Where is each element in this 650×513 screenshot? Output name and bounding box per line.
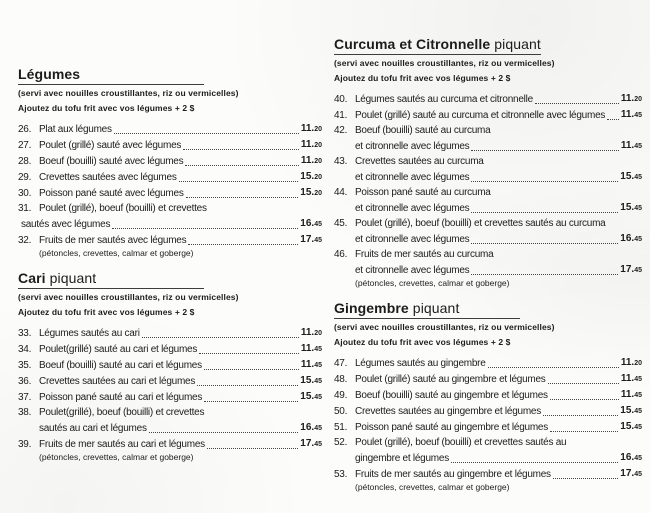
- item-text: Poulet (grillé), boeuf (bouilli) et crevettes sautés au: [355, 437, 567, 448]
- price-cents: 20: [314, 142, 322, 149]
- section-served-note: (servi avec nouilles croustillantes, riz ou vermicelles): [18, 88, 239, 98]
- menu-item: [18, 169, 322, 185]
- price-cents: 45: [314, 237, 322, 244]
- price-dollars: 15.: [620, 171, 635, 182]
- menu-section: [18, 66, 322, 258]
- price-cents: 20: [314, 190, 322, 197]
- dotted-leader: [471, 274, 618, 275]
- menu-item: [18, 357, 322, 373]
- item-number: 34.: [18, 344, 32, 355]
- price-dollars: 11.: [620, 389, 635, 400]
- dotted-leader: [543, 415, 618, 416]
- price-cents: 20: [314, 330, 322, 337]
- item-number: 44.: [334, 187, 348, 198]
- item-price: [300, 389, 322, 405]
- menu-item: [18, 325, 322, 341]
- item-price: [621, 107, 642, 123]
- price-cents: 45: [634, 236, 642, 243]
- dotted-leader: [550, 431, 618, 432]
- item-number: 52.: [334, 437, 348, 448]
- item-number: 43.: [334, 156, 348, 167]
- item-number: 27.: [18, 140, 32, 151]
- dotted-leader: [471, 181, 618, 182]
- item-number: 38.: [18, 407, 32, 418]
- price-cents: 20: [314, 174, 322, 181]
- item-price: [621, 387, 642, 403]
- menu-item-row: [18, 341, 322, 357]
- menu-item-row: [334, 387, 642, 403]
- item-text: Poulet(grillé) sauté au cari et légumes: [39, 344, 198, 355]
- item-price: [620, 231, 642, 247]
- menu-item-row: [334, 231, 642, 247]
- dotted-leader: [185, 165, 298, 166]
- menu-item: [334, 355, 642, 371]
- item-price: [621, 355, 642, 371]
- dotted-leader: [471, 243, 618, 244]
- dotted-leader: [451, 462, 618, 463]
- item-price: [620, 200, 642, 216]
- menu-item-row: [334, 216, 642, 231]
- dotted-leader: [553, 478, 619, 479]
- price-dollars: 11.: [300, 343, 315, 354]
- menu-item-row: [18, 121, 322, 137]
- menu-item: [18, 201, 322, 232]
- price-cents: 45: [314, 346, 322, 353]
- dotted-leader: [607, 119, 619, 120]
- item-price: [300, 373, 322, 389]
- item-text: Boeuf (bouilli) sauté au curcuma: [355, 125, 491, 136]
- price-dollars: 11.: [620, 109, 635, 120]
- menu-item-row: [18, 232, 322, 248]
- dotted-leader: [550, 399, 619, 400]
- item-number: 46.: [334, 249, 348, 260]
- dotted-leader: [183, 149, 299, 150]
- price-dollars: 11.: [300, 155, 315, 166]
- item-text: Poisson pané sauté au curcuma: [355, 187, 491, 198]
- item-text: et citronnelle avec légumes: [355, 265, 470, 276]
- section-title-suffix: piquant: [45, 270, 97, 286]
- item-text: Crevettes sautées au curcuma: [355, 156, 484, 167]
- menu-item-row: [334, 154, 642, 169]
- item-number: 31.: [18, 203, 32, 214]
- section-served-note: (servi avec nouilles croustillantes, riz ou vermicelles): [334, 322, 555, 332]
- item-text: Boeuf (bouilli) sauté au gingembre et légumes: [355, 390, 548, 401]
- menu-item: [334, 419, 642, 435]
- item-number: 29.: [18, 172, 32, 183]
- menu-item-row: [334, 371, 642, 387]
- menu-item-row: [18, 153, 322, 169]
- item-text: Crevettes sautées au gingembre et légumes: [355, 406, 541, 417]
- menu-item: [18, 405, 322, 436]
- item-text: et citronnelle avec légumes: [355, 203, 470, 214]
- menu-item: [334, 247, 642, 288]
- dotted-leader: [179, 181, 299, 182]
- menu-item: [334, 107, 642, 123]
- menu-item-row: [334, 466, 642, 482]
- item-price: [301, 357, 322, 373]
- menu-item-row: [18, 216, 322, 232]
- item-price: [301, 341, 322, 357]
- section-title-main: Curcuma et Citronnelle: [334, 36, 491, 52]
- menu-item: [18, 137, 322, 153]
- item-text: Poulet (grillé) sauté au gingembre et légumes: [355, 374, 546, 385]
- item-number: 53.: [334, 469, 348, 480]
- dotted-leader: [535, 103, 619, 104]
- item-price: [301, 121, 322, 137]
- price-dollars: 15.: [300, 171, 315, 182]
- menu-item: [334, 91, 642, 107]
- section-items: [334, 355, 642, 492]
- section-items: [18, 121, 322, 258]
- price-dollars: 16.: [620, 452, 635, 463]
- price-dollars: 11.: [300, 123, 315, 134]
- section-title-suffix: piquant: [408, 300, 460, 316]
- item-price: [621, 91, 642, 107]
- item-number: 40.: [334, 94, 348, 105]
- section-title-main: Gingembre: [334, 300, 409, 316]
- item-text: et citronnelle avec légumes: [355, 172, 470, 183]
- menu-column-right: [334, 36, 642, 495]
- section-items: [18, 325, 322, 462]
- menu-item-row: [18, 436, 322, 452]
- menu-item-row: [334, 355, 642, 371]
- price-dollars: 11.: [300, 327, 315, 338]
- price-cents: 20: [314, 158, 322, 165]
- item-text: Poulet(grillé), boeuf (bouilli) et crevettes: [39, 407, 205, 418]
- menu-item-row: [18, 373, 322, 389]
- menu-item: [18, 232, 322, 258]
- dotted-leader: [188, 244, 298, 245]
- dotted-leader: [112, 228, 298, 229]
- menu-item-row: [334, 91, 642, 107]
- section-title: [18, 270, 204, 289]
- price-dollars: 17.: [620, 264, 635, 275]
- menu-item-row: [334, 247, 642, 262]
- menu-section: [334, 36, 642, 288]
- item-text: Plat aux légumes: [39, 124, 112, 135]
- item-text: Boeuf (bouilli) sauté avec légumes: [39, 156, 184, 167]
- item-text: sautés avec légumes: [21, 219, 111, 230]
- item-text: Poulet (grillé), boeuf (bouilli) et crevettes: [39, 203, 207, 214]
- price-dollars: 16.: [300, 422, 315, 433]
- menu-section: [18, 270, 322, 462]
- price-cents: 45: [634, 455, 642, 462]
- price-dollars: 11.: [620, 140, 635, 151]
- item-note: (pétoncles, crevettes, calmar et goberge): [39, 452, 194, 462]
- section-tofu-note: Ajoutez du tofu frit avec vos légumes + 2 $: [18, 103, 195, 113]
- price-dollars: 11.: [300, 139, 315, 150]
- price-cents: 45: [314, 394, 322, 401]
- item-price: [300, 169, 322, 185]
- dotted-leader: [197, 385, 298, 386]
- item-price: [620, 450, 642, 466]
- item-number: 50.: [334, 406, 348, 417]
- dotted-leader: [199, 353, 299, 354]
- item-number: 41.: [334, 110, 348, 121]
- menu-item-row: [334, 123, 642, 138]
- item-text: Légumes sautés au cari: [39, 328, 140, 339]
- price-dollars: 15.: [620, 202, 635, 213]
- price-dollars: 15.: [300, 375, 315, 386]
- price-cents: 45: [634, 112, 642, 119]
- menu-item: [18, 153, 322, 169]
- item-number: 33.: [18, 328, 32, 339]
- item-number: 37.: [18, 392, 32, 403]
- item-text: Fruits de mer sautés avec légumes: [39, 235, 187, 246]
- menu-item: [334, 154, 642, 185]
- item-text: Légumes sautés au curcuma et citronnelle: [355, 94, 533, 105]
- item-note: (pétoncles, crevettes, calmar et goberge): [39, 248, 194, 258]
- menu-item: [18, 185, 322, 201]
- dotted-leader: [471, 212, 618, 213]
- price-cents: 45: [634, 471, 642, 478]
- menu-item: [334, 387, 642, 403]
- section-title: [334, 36, 541, 55]
- menu-item: [18, 121, 322, 137]
- section-tofu-note: Ajoutez du tofu frit avec vos légumes + 2 $: [334, 337, 511, 347]
- item-price: [621, 371, 642, 387]
- menu-item: [18, 389, 322, 405]
- price-cents: 45: [634, 392, 642, 399]
- item-number: 26.: [18, 124, 32, 135]
- price-cents: 45: [314, 425, 322, 432]
- item-text: Poulet (grillé) sauté avec légumes: [39, 140, 182, 151]
- item-number: 30.: [18, 188, 32, 199]
- menu-item: [334, 123, 642, 154]
- price-cents: 20: [634, 360, 642, 367]
- item-price: [620, 262, 642, 278]
- item-note: (pétoncles, crevettes, calmar et goberge): [355, 278, 510, 288]
- dotted-leader: [204, 401, 298, 402]
- price-dollars: 17.: [620, 468, 635, 479]
- section-served-note: (servi avec nouilles croustillantes, riz ou vermicelles): [334, 58, 555, 68]
- item-text: Crevettes sautées avec légumes: [39, 172, 177, 183]
- menu-item-row: [334, 450, 642, 466]
- item-text: Poulet (grillé), boeuf (bouilli) et crevettes sautés au curcuma: [355, 218, 606, 229]
- price-dollars: 15.: [300, 391, 315, 402]
- section-title-main: Cari: [18, 270, 46, 286]
- item-price: [620, 419, 642, 435]
- item-price: [300, 232, 322, 248]
- item-number: 36.: [18, 376, 32, 387]
- item-text: Légumes sautés au gingembre: [355, 358, 486, 369]
- price-cents: 45: [634, 267, 642, 274]
- item-price: [301, 137, 322, 153]
- item-price: [620, 466, 642, 482]
- item-number: 28.: [18, 156, 32, 167]
- price-cents: 45: [314, 362, 322, 369]
- item-text: et citronnelle avec légumes: [355, 234, 470, 245]
- section-tofu-note: Ajoutez du tofu frit avec vos légumes + 2 $: [334, 73, 511, 83]
- menu-item-row: [334, 262, 642, 278]
- price-dollars: 16.: [300, 218, 315, 229]
- item-number: 42.: [334, 125, 348, 136]
- price-cents: 45: [634, 174, 642, 181]
- dotted-leader: [207, 448, 298, 449]
- section-items: [334, 91, 642, 288]
- menu-item: [334, 185, 642, 216]
- menu-item: [334, 435, 642, 466]
- menu-item-row: [18, 389, 322, 405]
- dotted-leader: [149, 432, 299, 433]
- item-text: sautés au cari et légumes: [39, 423, 147, 434]
- item-text: et citronnelle avec légumes: [355, 141, 470, 152]
- dotted-leader: [186, 197, 299, 198]
- item-price: [621, 138, 642, 154]
- menu-section: [334, 300, 642, 492]
- item-text: Crevettes sautées au cari et légumes: [39, 376, 196, 387]
- item-number: 39.: [18, 439, 32, 450]
- menu-item-row: [18, 420, 322, 436]
- price-cents: 45: [314, 441, 322, 448]
- menu-item-row: [18, 357, 322, 373]
- item-text: Poisson pané sauté au cari et légumes: [39, 392, 203, 403]
- item-text: Fruits de mer sautés au cari et légumes: [39, 439, 205, 450]
- menu-item-row: [334, 185, 642, 200]
- price-dollars: 15.: [620, 405, 635, 416]
- item-number: 45.: [334, 218, 348, 229]
- menu-item-row: [18, 325, 322, 341]
- price-cents: 45: [314, 378, 322, 385]
- price-cents: 45: [634, 205, 642, 212]
- section-title: [334, 300, 520, 319]
- section-served-note: (servi avec nouilles croustillantes, riz ou vermicelles): [18, 292, 239, 302]
- menu-item-row: [18, 169, 322, 185]
- menu-item-row: [334, 107, 642, 123]
- price-cents: 45: [634, 143, 642, 150]
- dotted-leader: [204, 369, 299, 370]
- menu-item: [18, 341, 322, 357]
- item-price: [620, 169, 642, 185]
- section-tofu-note: Ajoutez du tofu frit avec vos légumes + 2 $: [18, 307, 195, 317]
- price-dollars: 11.: [620, 357, 635, 368]
- menu-item: [334, 466, 642, 492]
- price-dollars: 11.: [620, 373, 635, 384]
- dotted-leader: [488, 367, 619, 368]
- item-price: [300, 436, 322, 452]
- item-text: Poulet (grillé) sauté au curcuma et citronnelle avec légumes: [355, 110, 606, 121]
- menu-item-row: [334, 435, 642, 450]
- item-price: [620, 403, 642, 419]
- price-dollars: 11.: [300, 359, 315, 370]
- menu-item: [334, 403, 642, 419]
- section-title: [18, 66, 204, 85]
- section-title-suffix: piquant: [490, 36, 541, 52]
- menu-column-left: [18, 66, 322, 465]
- item-number: 35.: [18, 360, 32, 371]
- item-text: Fruits de mer sautés au gingembre et légumes: [355, 469, 551, 480]
- menu-item-row: [334, 419, 642, 435]
- menu-item-row: [18, 185, 322, 201]
- menu-item: [334, 371, 642, 387]
- menu-item-row: [18, 405, 322, 420]
- price-cents: 20: [314, 126, 322, 133]
- item-note: (pétoncles, crevettes, calmar et goberge): [355, 482, 510, 492]
- menu-item: [18, 373, 322, 389]
- menu-item-row: [334, 138, 642, 154]
- price-cents: 20: [634, 96, 642, 103]
- dotted-leader: [548, 383, 619, 384]
- price-dollars: 15.: [620, 421, 635, 432]
- item-number: 48.: [334, 374, 348, 385]
- menu-item: [334, 216, 642, 247]
- menu-item-row: [18, 201, 322, 216]
- price-cents: 45: [634, 424, 642, 431]
- item-price: [301, 325, 322, 341]
- item-number: 32.: [18, 235, 32, 246]
- item-text: gingembre et légumes: [355, 453, 449, 464]
- item-text: Boeuf (bouilli) sauté au cari et légumes: [39, 360, 202, 371]
- item-price: [300, 420, 322, 436]
- section-title-main: Légumes: [18, 66, 81, 82]
- price-dollars: 11.: [620, 93, 635, 104]
- dotted-leader: [471, 150, 618, 151]
- price-cents: 45: [634, 376, 642, 383]
- item-number: 51.: [334, 422, 348, 433]
- dotted-leader: [114, 133, 299, 134]
- price-cents: 45: [634, 408, 642, 415]
- item-text: Poisson pané sauté au gingembre et légumes: [355, 422, 548, 433]
- menu-item-row: [334, 403, 642, 419]
- item-price: [300, 185, 322, 201]
- price-dollars: 15.: [300, 187, 315, 198]
- menu-item-row: [334, 200, 642, 216]
- dotted-leader: [142, 337, 299, 338]
- menu-item-row: [334, 169, 642, 185]
- item-price: [301, 153, 322, 169]
- menu-item: [18, 436, 322, 462]
- item-number: 47.: [334, 358, 348, 369]
- price-dollars: 17.: [300, 438, 315, 449]
- price-dollars: 17.: [300, 234, 315, 245]
- price-cents: 45: [314, 221, 322, 228]
- item-number: 49.: [334, 390, 348, 401]
- item-text: Poisson pané sauté avec légumes: [39, 188, 184, 199]
- item-text: Fruits de mer sautés au curcuma: [355, 249, 494, 260]
- menu-item-row: [18, 137, 322, 153]
- price-dollars: 16.: [620, 233, 635, 244]
- item-price: [300, 216, 322, 232]
